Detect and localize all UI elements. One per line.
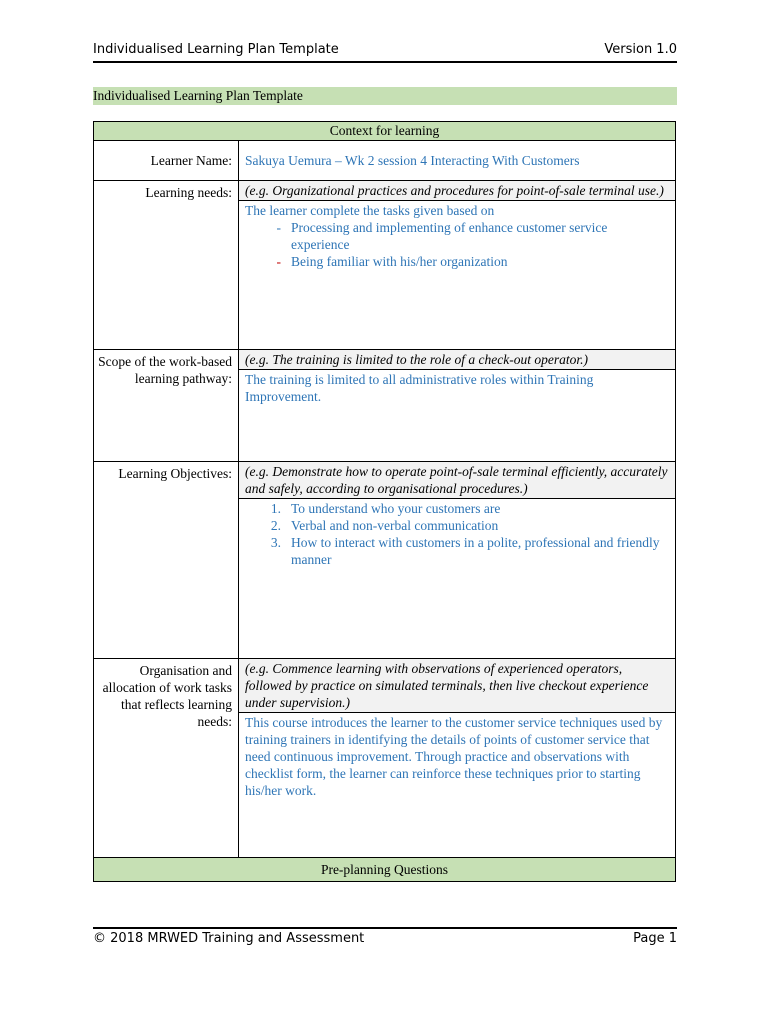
learning-needs-intro: The learner complete the tasks given based on bbox=[245, 203, 495, 218]
learning-needs-label: Learning needs: bbox=[94, 181, 239, 349]
organisation-answer: This course introduces the learner to the customer service techniques used by training trainers in identifying the details of points of customer service that need continuous improvement. Through practice and observations with checklist form, the learner can reinforce these techniques prior to starting his/her work. bbox=[245, 715, 663, 798]
scope-label: Scope of the work-based learning pathway: bbox=[94, 350, 239, 461]
dash-marker: - bbox=[276, 254, 281, 269]
objectives-example: (e.g. Demonstrate how to operate point-of-sale terminal efficiently, accurately and safely, according to organisational procedures.) bbox=[239, 462, 675, 499]
scope-answer: The training is limited to all administrative roles within Training Improvement. bbox=[245, 372, 594, 404]
header-title: Individualised Learning Plan Template bbox=[93, 42, 339, 57]
list-item-text: Being familiar with his/her organization bbox=[291, 254, 508, 269]
list-item-text: To understand who your customers are bbox=[291, 501, 501, 516]
document-title-bar: Individualised Learning Plan Template bbox=[93, 87, 677, 105]
context-heading: Context for learning bbox=[329, 123, 440, 138]
learning-needs-example: (e.g. Organizational practices and procedures for point-of-sale terminal use.) bbox=[239, 181, 675, 201]
organisation-example: (e.g. Commence learning with observations of experienced operators, followed by practice on simulated terminals, then live checkout experience under supervision.) bbox=[239, 659, 675, 713]
learning-plan-table bbox=[93, 121, 676, 882]
header-rule bbox=[93, 61, 677, 63]
list-item bbox=[245, 534, 669, 568]
list-item bbox=[245, 500, 669, 517]
scope-row bbox=[94, 349, 675, 461]
page-header bbox=[93, 42, 677, 57]
objectives-answer bbox=[239, 499, 675, 658]
organisation-label: Organisation and allocation of work tasks that reflects learning needs: bbox=[94, 659, 239, 857]
learning-needs-row bbox=[94, 180, 675, 349]
context-heading-row bbox=[94, 122, 675, 140]
preplanning-heading-row bbox=[94, 857, 675, 881]
list-item-text: Processing and implementing of enhance customer service experience bbox=[291, 220, 608, 252]
list-item-text: How to interact with customers in a polite, professional and friendly manner bbox=[291, 535, 660, 567]
dash-marker: - bbox=[276, 220, 281, 235]
list-number: 2. bbox=[270, 518, 281, 533]
footer-rule bbox=[93, 927, 677, 929]
organisation-row bbox=[94, 658, 675, 857]
learner-name-label: Learner Name: bbox=[94, 141, 239, 180]
list-number: 1. bbox=[270, 501, 281, 516]
scope-example: (e.g. The training is limited to the role of a check-out operator.) bbox=[239, 350, 675, 370]
footer-page-number: Page 1 bbox=[633, 931, 677, 946]
header-version: Version 1.0 bbox=[604, 42, 677, 57]
learner-name-row bbox=[94, 140, 675, 180]
objectives-label: Learning Objectives: bbox=[94, 462, 239, 658]
learner-name-value: Sakuya Uemura – Wk 2 session 4 Interacting With Customers bbox=[245, 152, 580, 168]
list-item-text: Verbal and non-verbal communication bbox=[291, 518, 499, 533]
preplanning-heading: Pre-planning Questions bbox=[320, 862, 449, 877]
footer-copyright: © 2018 MRWED Training and Assessment bbox=[93, 931, 365, 946]
list-item bbox=[245, 253, 669, 270]
objectives-row bbox=[94, 461, 675, 658]
list-item bbox=[245, 219, 669, 253]
list-number: 3. bbox=[270, 535, 281, 550]
list-item bbox=[245, 517, 669, 534]
learning-needs-answer bbox=[239, 201, 675, 349]
page-footer bbox=[93, 931, 677, 946]
